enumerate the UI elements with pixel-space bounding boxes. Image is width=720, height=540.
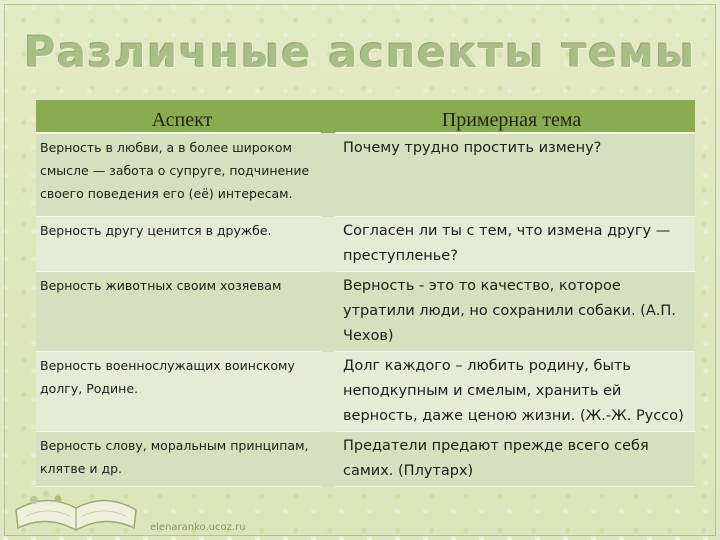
table-row [36,272,695,352]
watermark-text: elenaranko.ucoz.ru [150,522,246,533]
aspect-cell: Верность животных своим хозяевам [36,272,328,352]
aspect-cell: Верность слову, моральным принципам, клятве и др. [36,432,328,487]
theme-cell: Согласен ли ты с тем, что измена другу — преступленье? [328,217,695,272]
header-aspect: Аспект [36,100,328,133]
theme-cell: Почему трудно простить измену? [328,133,695,217]
table-row [36,352,695,432]
theme-cell: Верность - это то качество, которое утратили люди, но сохранили собаки. (А.П. Чехов) [328,272,695,352]
table-row [36,217,695,272]
table-row [36,133,695,217]
aspect-cell: Верность в любви, а в более широком смысле — забота о супруге, подчинение своего поведения его (её) интересам. [36,133,328,217]
slide-title: Различные аспекты темы [24,28,696,78]
theme-cell: Долг каждого – любить родину, быть неподкупным и смелым, хранить ей верность, даже ценою жизни. (Ж.-Ж. Руссо) [328,352,695,432]
header-theme: Примерная тема [328,100,695,133]
aspects-table [36,100,695,487]
open-book-icon [6,470,146,540]
aspect-cell: Верность военнослужащих воинскому долгу, Родине. [36,352,328,432]
aspect-cell: Верность другу ценится в дружбе. [36,217,328,272]
table-header-row [36,100,695,133]
theme-cell: Предатели предают прежде всего себя самих. (Плутарх) [328,432,695,487]
